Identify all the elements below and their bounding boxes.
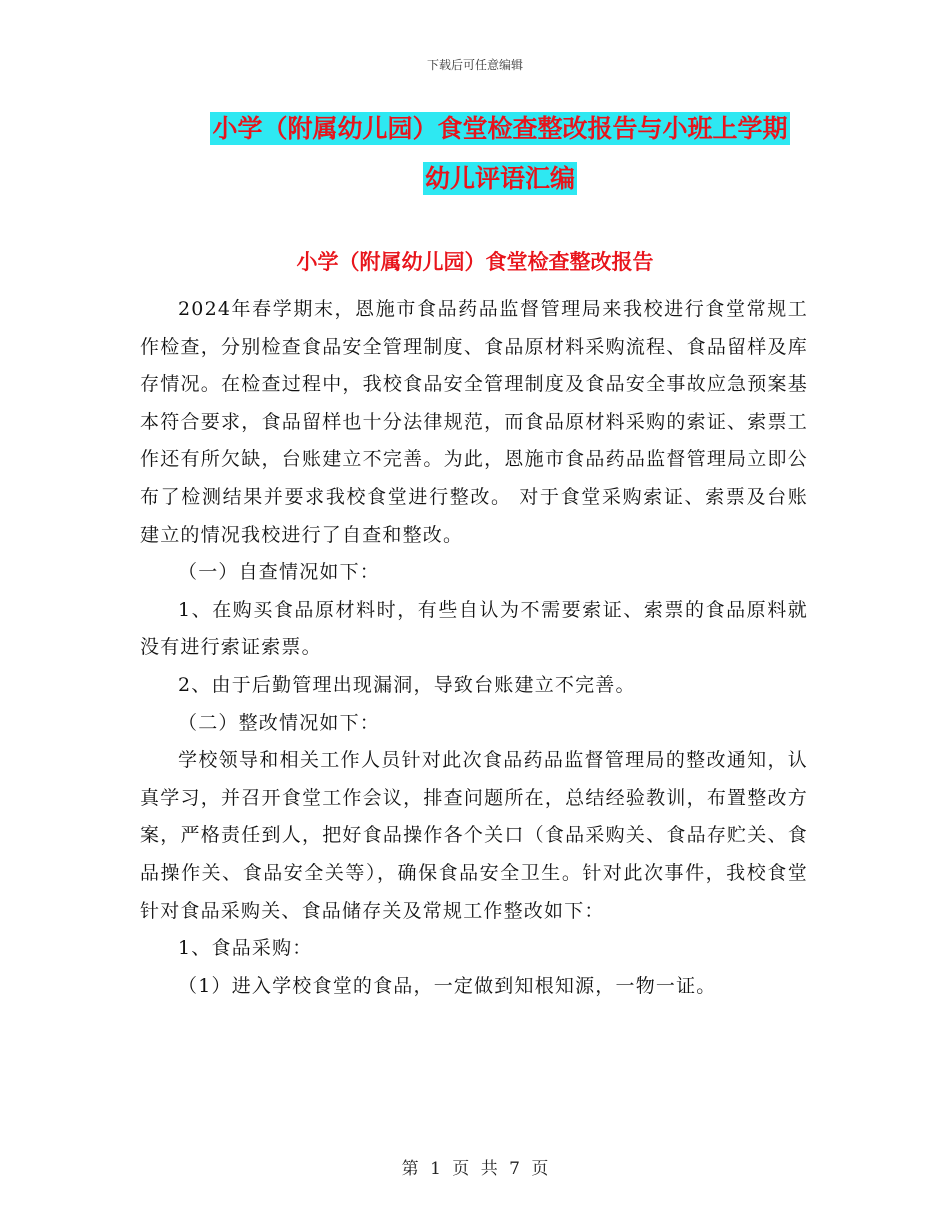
document-title bbox=[140, 104, 860, 204]
paragraph: 2024年春学期末，恩施市食品药品监督管理局来我校进行食堂常规工作检查，分别检查食品安全管理制度、食品原材料采购流程、食品留样及库存情况。在检查过程中，我校食品安全管理制度及食品安全事故应急预案基本符合要求，食品留样也十分法律规范，而食品原材料采购的索证、索票工作还有所欠缺，台账建立不完善。为此，恩施市食品药品监督管理局立即公布了检测结果并要求我校食堂进行整改。 对于食堂采购索证、索票及台账建立的情况我校进行了自查和整改。 bbox=[140, 298, 808, 546]
paragraph: 学校领导和相关工作人员针对此次食品药品监督管理局的整改通知，认真学习，并召开食堂工作会议，排查问题所在，总结经验教训，布置整改方案，严格责任到人，把好食品操作各个关口（食品采购关、食品存贮关、食品操作关、食品安全关等），确保食品安全卫生。针对此次事件，我校食堂针对食品采购关、食品储存关及常规工作整改如下： bbox=[140, 749, 808, 922]
paragraph: （1）进入学校食堂的食品，一定做到知根知源，一物一证。 bbox=[178, 974, 717, 997]
page-footer: 第 1 页 共 7 页 bbox=[401, 1159, 549, 1179]
paragraph: 1、食品采购： bbox=[178, 937, 313, 960]
body-text bbox=[140, 291, 808, 1005]
paragraph: （一）自查情况如下： bbox=[178, 561, 381, 584]
section-title: 小学（附属幼儿园）食堂检查整改报告 bbox=[296, 249, 654, 274]
paragraph: 2、由于后勤管理出现漏洞，导致台账建立不完善。 bbox=[178, 673, 636, 696]
document-title-line-2: 幼儿评语汇编 bbox=[424, 164, 575, 193]
document-title-line-1: 小学（附属幼儿园）食堂检查整改报告与小班上学期 bbox=[212, 114, 788, 143]
header-note: 下载后可任意编辑 bbox=[426, 58, 523, 72]
paragraph: （二）整改情况如下： bbox=[178, 711, 381, 734]
paragraph: 1、在购买食品原材料时，有些自认为不需要索证、索票的食品原料就没有进行索证索票。 bbox=[140, 598, 808, 659]
